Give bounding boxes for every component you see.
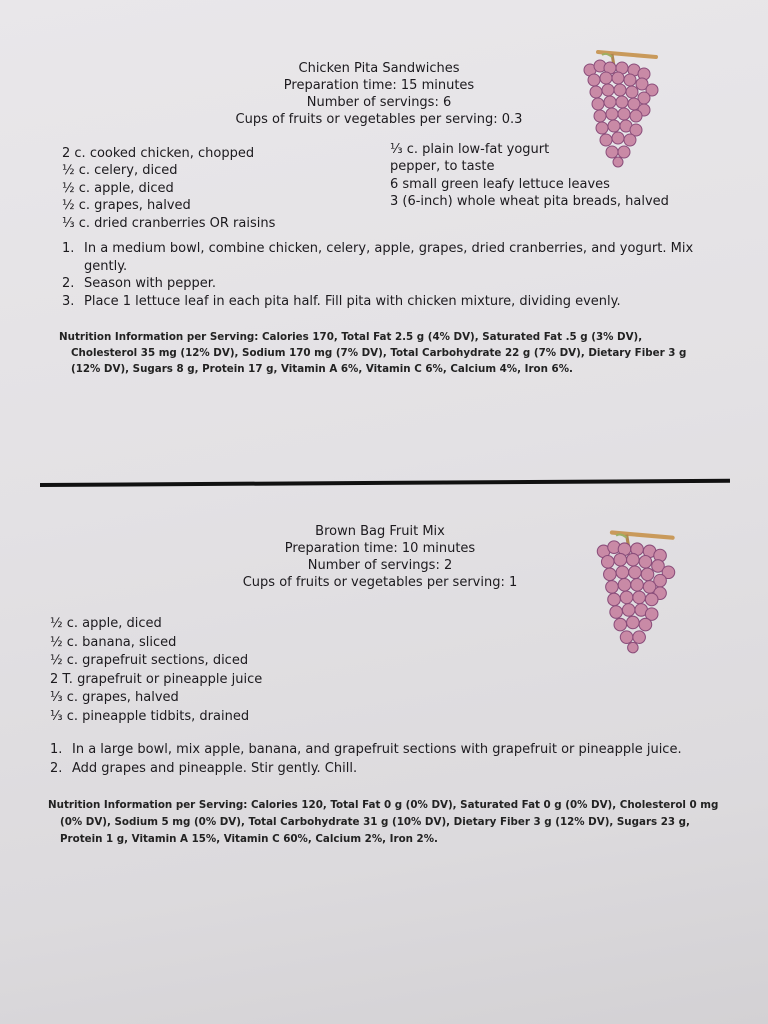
ingredient: 3 (6-inch) whole wheat pita breads, halved [390, 194, 669, 210]
ingredient: ½ c. grapefruit sections, diced [50, 653, 249, 669]
nutrition-info: Nutrition Information per Serving: Calories 120, Total Fat 0 g (0% DV), Saturated Fat 0 g (0% DV), Cholesterol 0 mg (0% DV), Sodium 5 mg (0% DV), Total Carbohydrate 31 g (10% DV), Dietary Fiber 3 g (12% DV), Sugars 23 g, Protein 1 g, Vitamin A 15%, Vitamin C 60%, Calcium 2%, Iron 2%. [48, 799, 719, 845]
nutrition-info: Nutrition Information per Serving: Calories 170, Total Fat 2.5 g (4% DV), Saturated Fat .5 g (3% DV), Cholesterol 35 mg (12% DV), Sodium 170 mg (7% DV), Total Carbohydrate 22 g (7% DV), Dietary Fiber 3 g (12% DV), Sugars 8 g, Protein 17 g, Vitamin A 6%, Vitamin C 6%, Calcium 4%, Iron 6%. [59, 331, 687, 375]
servings: Number of servings: 2 [307, 558, 453, 573]
cups-per-serving: Cups of fruits or vegetables per serving: 1 [242, 575, 518, 590]
ingredient: ½ c. apple, diced [50, 616, 162, 631]
instructions [62, 240, 702, 310]
ingredient: 2 c. cooked chicken, chopped [62, 146, 255, 161]
ingredients-left [50, 615, 262, 727]
recipe-title: Brown Bag Fruit Mix [315, 524, 445, 539]
ingredient: 6 small green leafy lettuce leaves [390, 176, 610, 192]
instruction-step: 2. Add grapes and pineapple. Stir gently. Chill. [50, 761, 358, 776]
ingredient: ½ c. grapes, halved [62, 198, 191, 214]
ingredient: pepper, to taste [390, 159, 495, 175]
cups-per-serving: Cups of fruits or vegetables per serving: 0.3 [235, 112, 523, 127]
instruction-step: 3. Place 1 lettuce leaf in each pita half. Fill pita with chicken mixture, dividing evenly. [62, 293, 621, 309]
prep-time: Preparation time: 10 minutes [284, 541, 476, 556]
instruction-step: 1. In a medium bowl, combine chicken, celery, apple, grapes, dried cranberries, and yogurt. Mix gently. [62, 241, 694, 274]
ingredient: ⅓ c. dried cranberries OR raisins [62, 215, 276, 231]
section-divider [40, 479, 730, 487]
instructions [50, 740, 740, 778]
instruction-step: 1. In a large bowl, mix apple, banana, and grapefruit sections with grapefruit or pineapple juice. [50, 742, 682, 757]
recipe-header [229, 60, 529, 128]
ingredient: ½ c. banana, sliced [50, 634, 177, 650]
ingredient: ½ c. apple, diced [62, 180, 174, 196]
grapes-icon [591, 521, 681, 657]
servings: Number of servings: 6 [306, 95, 452, 110]
ingredient: ⅓ c. pineapple tidbits, drained [50, 708, 250, 724]
ingredients-right [390, 141, 669, 211]
ingredient: ⅓ c. grapes, halved [50, 690, 179, 706]
ingredient: ½ c. celery, diced [62, 163, 178, 179]
recipe-title: Chicken Pita Sandwiches [298, 61, 460, 76]
recipe-header [230, 523, 530, 591]
prep-time: Preparation time: 15 minutes [283, 78, 475, 93]
ingredients-left [62, 145, 275, 232]
instruction-step: 2. Season with pepper. [62, 276, 217, 291]
ingredient: ⅓ c. plain low-fat yogurt [390, 142, 550, 157]
ingredient: 2 T. grapefruit or pineapple juice [50, 671, 263, 687]
